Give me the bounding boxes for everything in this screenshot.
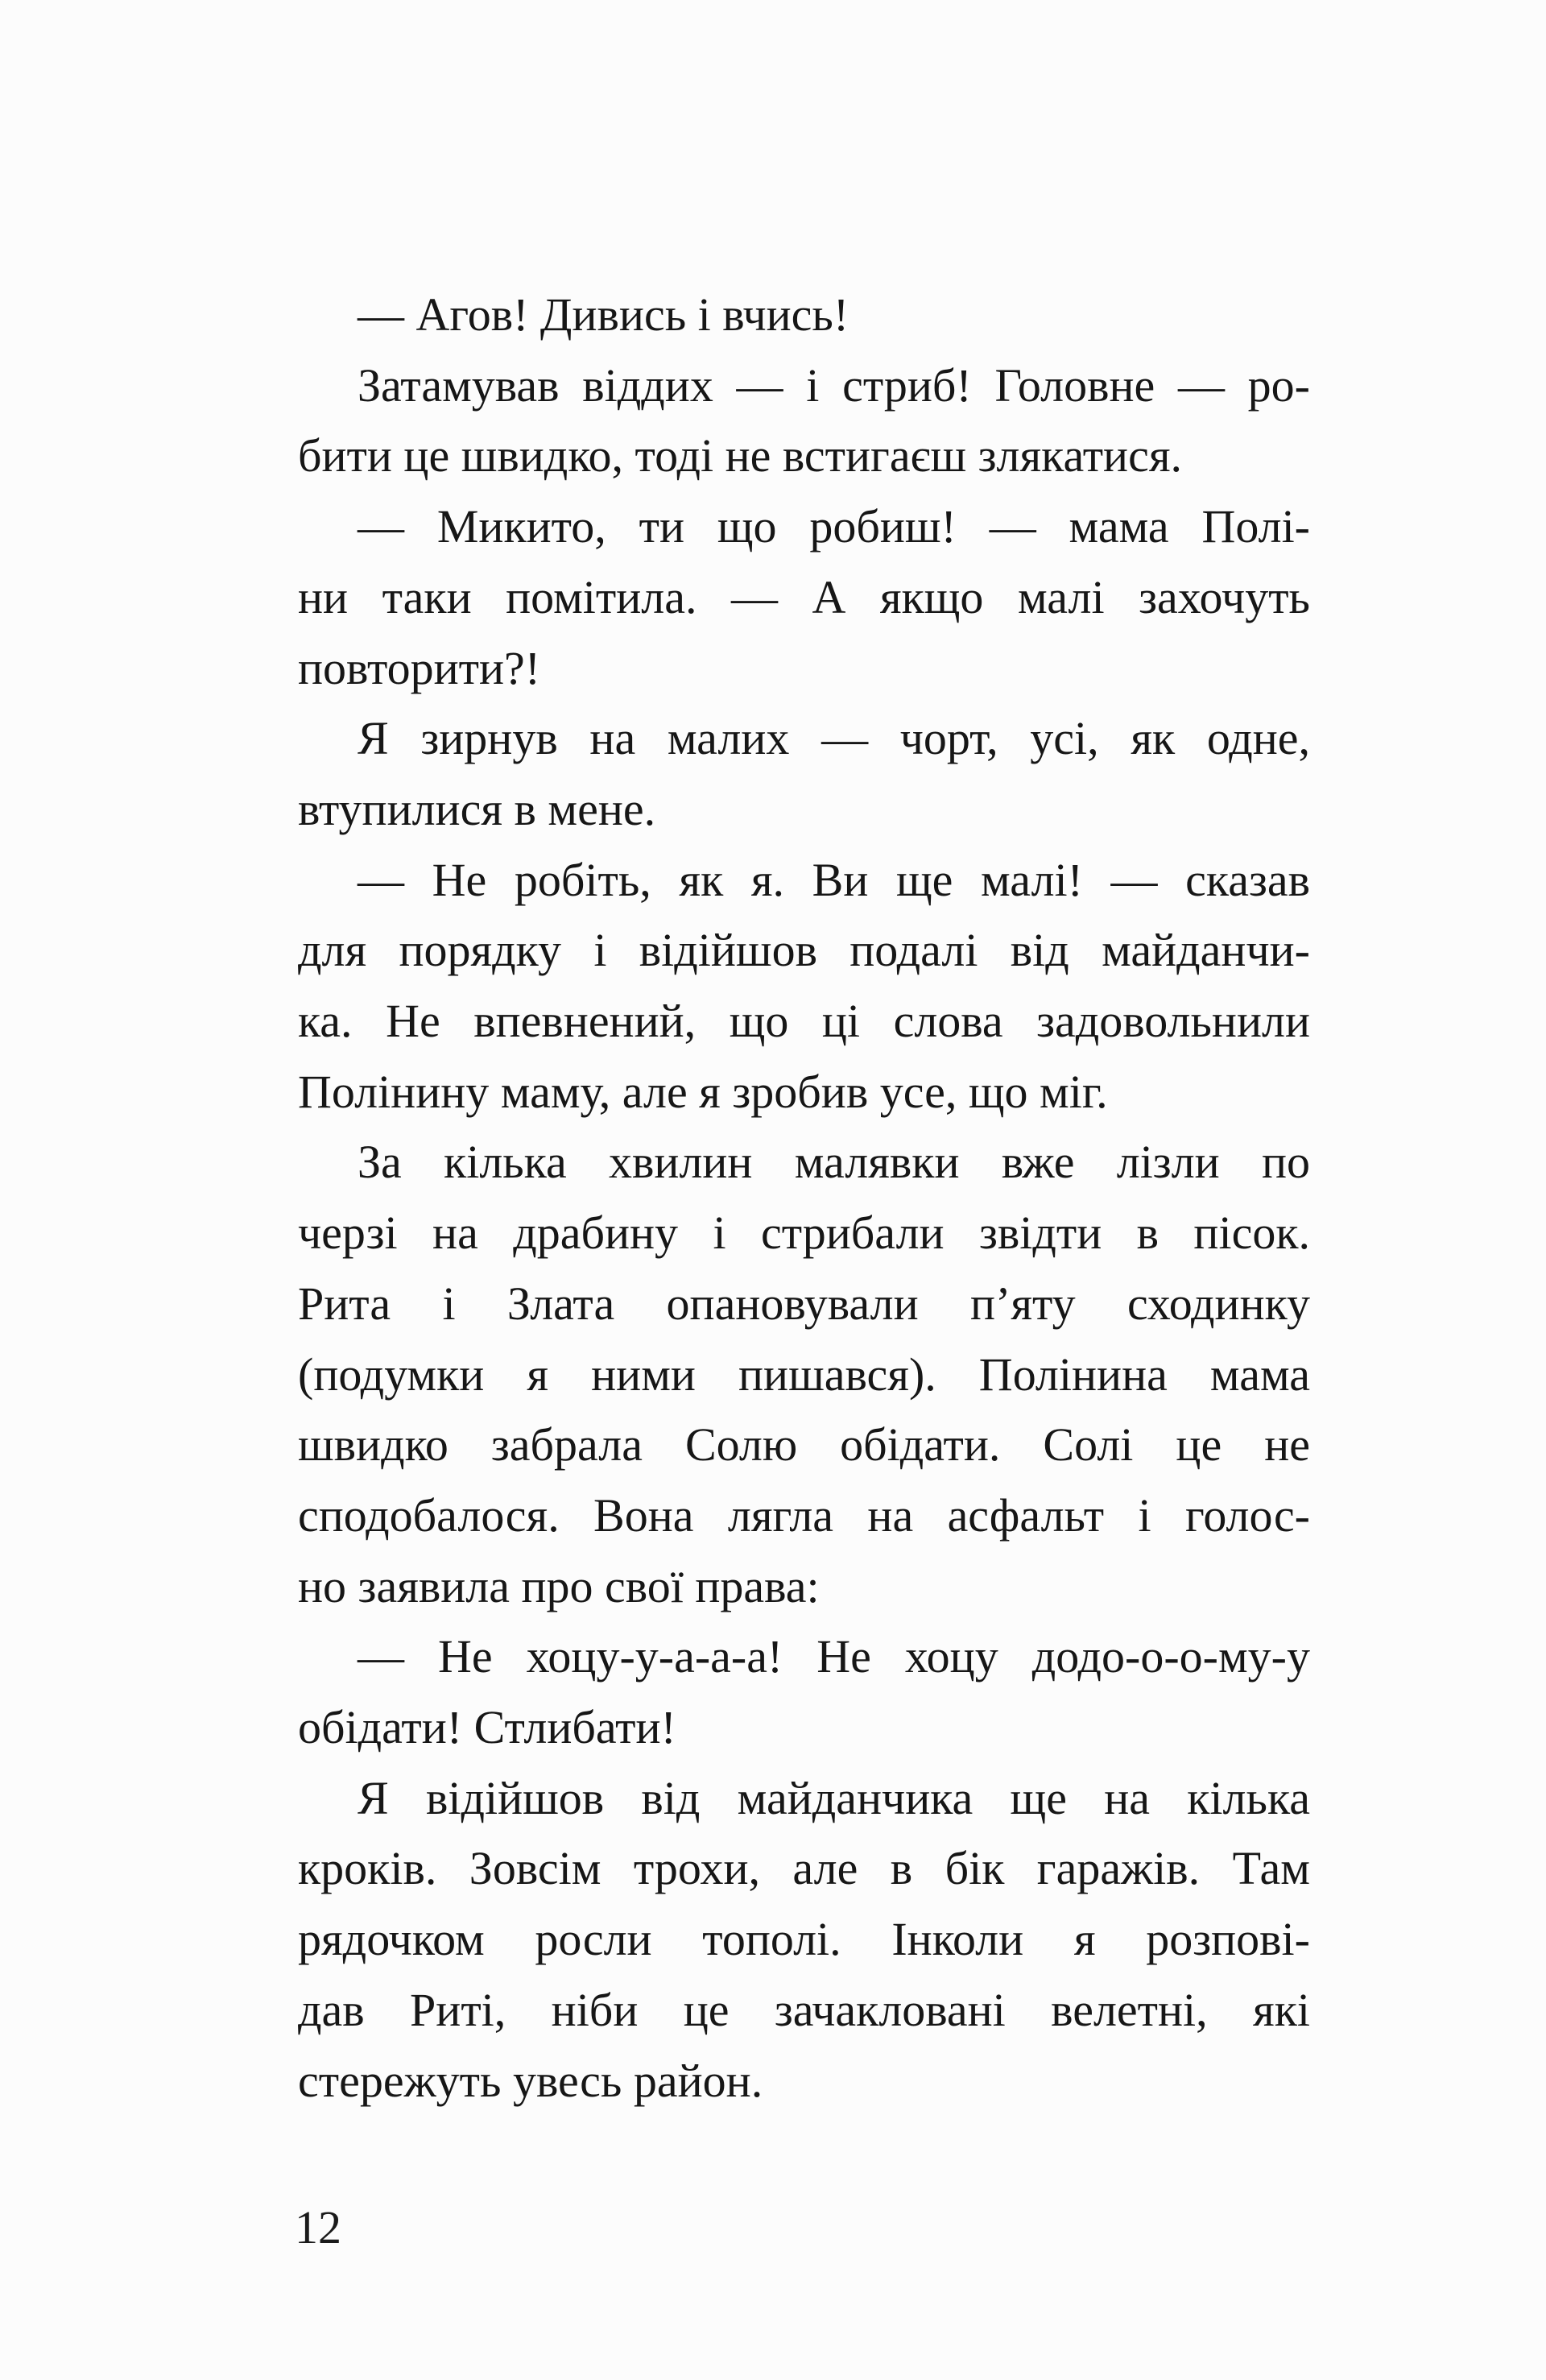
text-line: ни таки помітила. — А якщо малі захочуть <box>298 570 1310 623</box>
text-line: ка. Не впевнений, що ці слова задовольнили <box>298 995 1310 1048</box>
text-line: Я зирнув на малих — чорт, усі, як одне, <box>358 712 1310 765</box>
text-line: — Не хоцу-у-а-а-а! Не хоцу додо-о-о-му-у <box>358 1630 1310 1683</box>
text-line: За кілька хвилин малявки вже лізли по <box>358 1136 1310 1189</box>
text-line: — Агов! Дивись і вчись! <box>358 288 849 341</box>
text-line: рядочком росли тополі. Інколи я розпові- <box>298 1913 1310 1966</box>
text-line: дав Риті, ніби це зачакловані велетні, які <box>298 1983 1310 2036</box>
text-line: кроків. Зовсім трохи, але в бік гаражів. Там <box>298 1842 1310 1895</box>
text-block <box>298 279 1310 2116</box>
text-line: Затамував віддих — і стриб! Головне — ро- <box>358 358 1310 412</box>
text-line: втупилися в мене. <box>298 782 656 835</box>
text-line: черзі на драбину і стрибали звідти в пісок. <box>298 1207 1310 1260</box>
text-line: Полінину маму, але я зробив усе, що міг. <box>298 1065 1108 1118</box>
text-line: швидко забрала Солю обідати. Солі це не <box>298 1418 1310 1471</box>
text-line: (подумки я ними пишався). Полінина мама <box>298 1347 1310 1401</box>
text-line: но заявила про свої права: <box>298 1559 820 1612</box>
text-line: обідати! Стлибати! <box>298 1701 676 1754</box>
page-number: 12 <box>295 2201 341 2254</box>
text-line: Я відійшов від майданчика ще на кілька <box>358 1771 1310 1824</box>
text-line: Рита і Злата опановували п’яту сходинку <box>298 1277 1310 1330</box>
text-line: для порядку і відійшов подалі від майданчи- <box>298 924 1310 977</box>
text-line: стережуть увесь район. <box>298 2054 763 2107</box>
text-line: повторити?! <box>298 641 541 694</box>
text-line: — Микито, ти що робиш! — мама Полі- <box>358 500 1310 553</box>
text-line: бити це швидко, тоді не встигаєш злякатися. <box>298 429 1183 482</box>
text-line: сподобалося. Вона лягла на асфальт і голос- <box>298 1488 1310 1542</box>
text-line: — Не робіть, як я. Ви ще малі! — сказав <box>358 853 1310 906</box>
